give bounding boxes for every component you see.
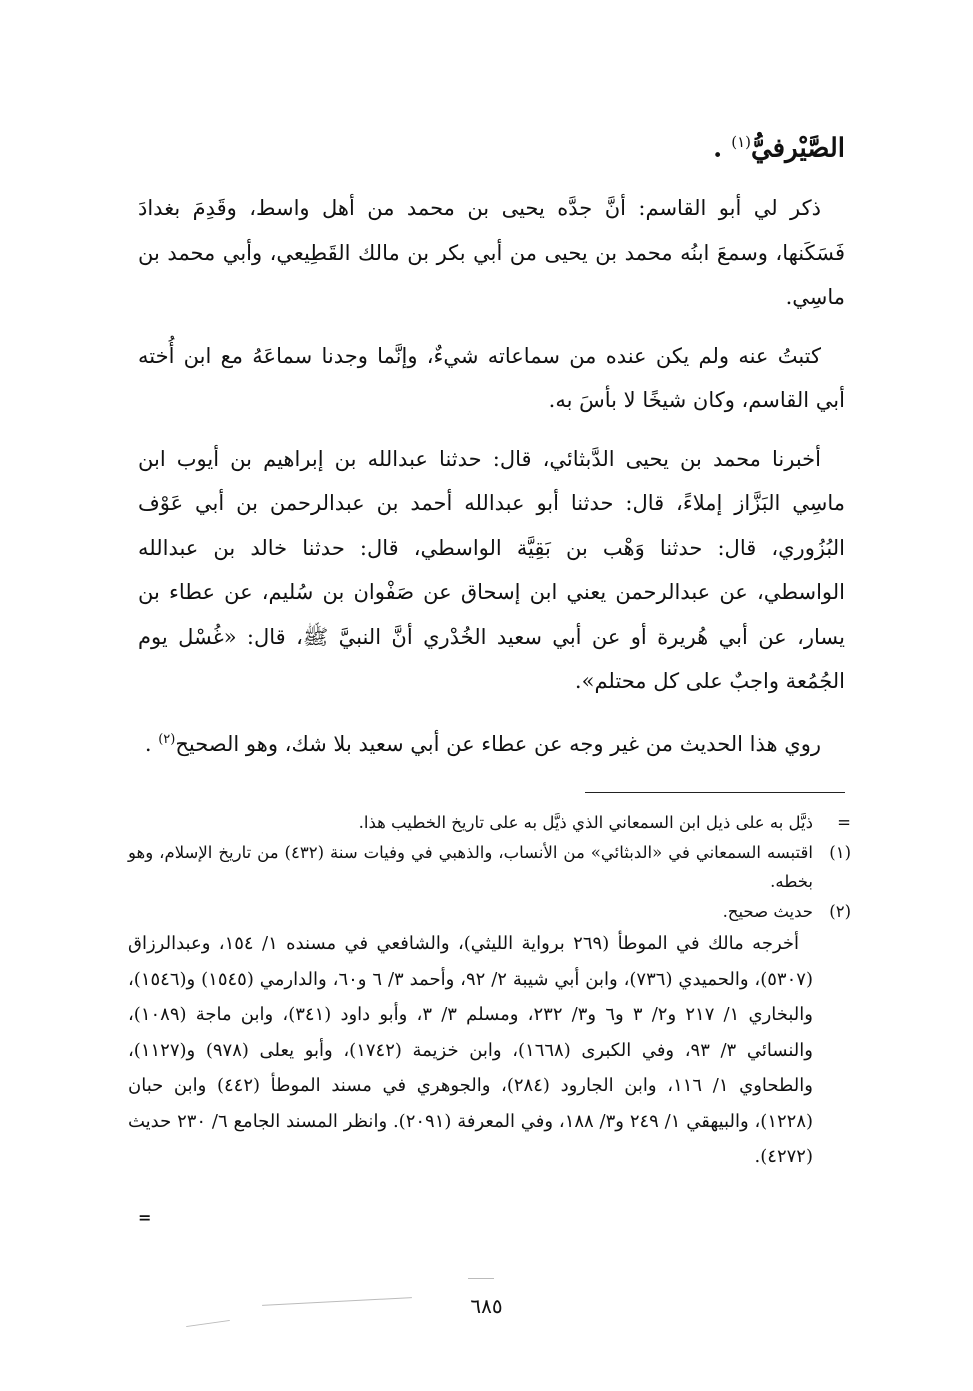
- paragraph-2: كتبتُ عنه ولم يكن عنده من سماعاته شيءٌ، وإنَّما وجدنا سماعَهُ مع ابن أُخته أبي القاسم، وكان شيخًا لا بأسَ به.: [138, 343, 845, 412]
- paragraph-4-footnote-ref: (٢): [158, 731, 176, 747]
- footnote-1: [128, 838, 851, 897]
- paragraph-1: ذكر لي أبو القاسم: أنَّ جدَّه يحيى بن محمد من أهل واسط، وقَدِمَ بغدادَ فَسَكَنها، وسمعَ ابنُه محمد بن يحيى من أبي بكر بن مالك القَطِيعي، وأبي محمد بن ماسِي.: [138, 196, 845, 309]
- paragraph-4-dot: .: [144, 731, 152, 756]
- paragraph-4-text: روي هذا الحديث من غير وجه عن عطاء عن أبي سعيد بلا شك، وهو الصحيح: [175, 731, 821, 756]
- footnote-2-text: حديث صحيح.: [722, 901, 813, 921]
- paragraph-4: [138, 718, 845, 767]
- footnotes: [128, 808, 851, 1175]
- scan-line-mark: [186, 1320, 230, 1327]
- footnote-end-marker: =: [138, 1208, 152, 1227]
- scan-line-mark: [468, 1278, 494, 1279]
- continuation-marker: =: [837, 813, 851, 832]
- main-text: [138, 186, 845, 780]
- page-number: ٦٨٥: [470, 1294, 503, 1318]
- footnote-1-text: اقتبسه السمعاني في «الدبثائي» من الأنساب، والذهبي في وفيات سنة (٤٣٢) من تاريخ الإسلام، وهو بخطه.: [128, 842, 813, 891]
- footnote-divider: [585, 792, 845, 793]
- footnote-2-details: أخرجه مالك في الموطأ (٢٦٩ برواية الليثي)، والشافعي في مسنده ١/ ١٥٤، وعبدالرزاق (٥٣٠٧)، والحميدي (٧٣٦)، وابن أبي شيبة ٢/ ٩٢، وأحمد ٣/ ٦ و٦٠، والدارمي (١٥٤٥) و(١٥٤٦)، والبخاري ١/ ٢١٧ و٢/ ٣ و٦ و٣/ ٢٣٢، ومسلم ٣/ ٣، وأبو داود (٣٤١)، وابن ماجة (١٠٨٩)، والنسائي ٣/ ٩٣، وفي الكبرى (١٦٦٨)، وابن خزيمة (١٧٤٢)، وأبو يعلى (٩٧٨) و(١١٢٧)، والطحاوي ١/ ١١٦، وابن الجارود (٢٨٤)، والجوهري في مسند الموطأ (٤٤٢) وابن حبان (١٢٢٨)، والبيهقي ١/ ٢٤٩ و٣/ ١٨٨، وفي المعرفة (٢٠٩١). وانظر المسند الجامع ٦/ ٢٣٠ حديث (٤٢٧٢).: [128, 933, 814, 1167]
- heading-dot: .: [713, 133, 723, 164]
- continuation-text: ذيَّل به على ذيل ابن السمعاني الذي ذيَّل به على تاريخ الخطيب هذا.: [358, 813, 813, 832]
- heading-title: الصَّيْرفيُّ: [751, 133, 845, 164]
- footnote-1-marker: (١): [829, 842, 851, 862]
- entry-heading: [545, 122, 845, 169]
- paragraph-3-hadith: أخبرنا محمد بن يحيى الدَّبثائي، قال: حدثنا عبدالله بن إبراهيم بن أيوب ابن ماسِي البَزَّاز إملاءً، قال: حدثنا أبو عبدالله أحمد بن عبدالرحمن بن أبي عَوْف البُزُوري، قال: حدثنا وَهْب بن بَقِيَّة الواسطي، قال: حدثنا خالد بن عبدالله الواسطي، عن عبدالرحمن يعني ابن إسحاق عن صَفْوان بن سُليم، عن عطاء بن يسار، عن أبي هُريرة أو عن أبي سعيد الخُدْري أنَّ النبيَّ ﷺ، قال: «غُسْل يوم الجُمُعة واجبٌ على كل محتلم».: [138, 446, 845, 693]
- footnote-continuation: [128, 808, 851, 838]
- heading-footnote-ref: (١): [731, 133, 752, 151]
- footnote-2: [128, 897, 851, 927]
- footnote-2-marker: (٢): [829, 901, 851, 921]
